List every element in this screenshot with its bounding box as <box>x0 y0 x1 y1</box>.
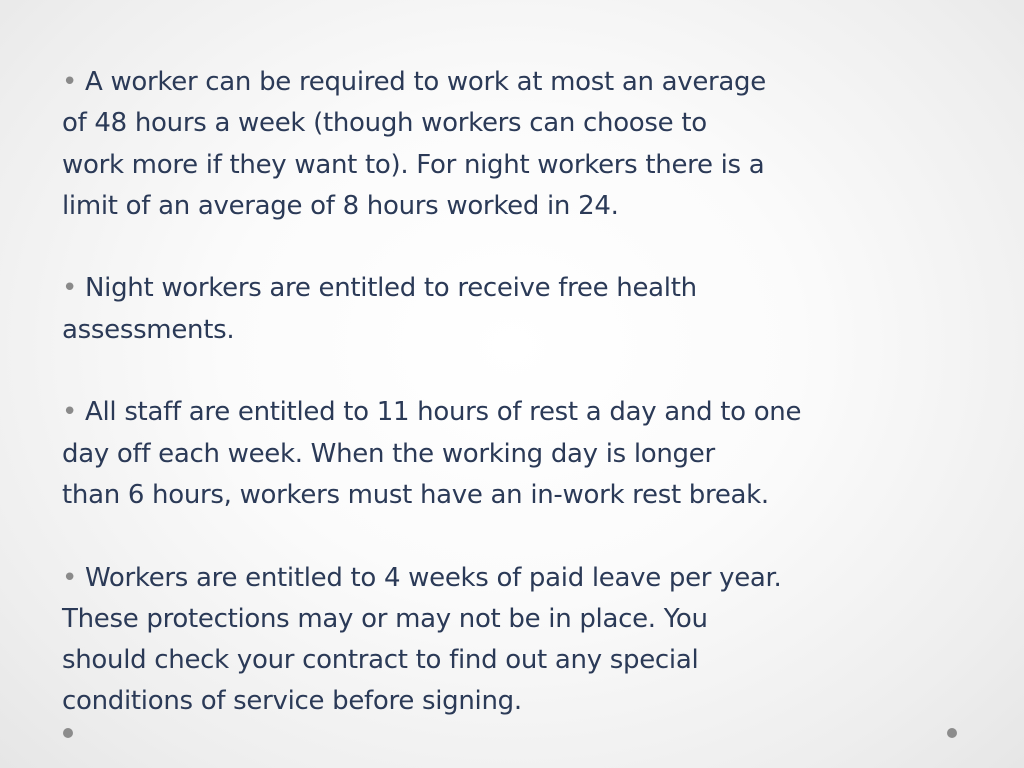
line-text: A worker can be required to work at most an average <box>85 67 766 97</box>
corner-dot-right <box>947 728 957 738</box>
slide-body <box>62 62 962 723</box>
paragraph-line: assessments. <box>62 314 235 345</box>
paragraph-line <box>62 558 962 599</box>
paragraph-line: of 48 hours a week (though workers can choose to <box>62 108 707 139</box>
line-text: All staff are entitled to 11 hours of rest a day and to one <box>85 397 802 428</box>
bullet-paragraph <box>62 558 962 723</box>
paragraph-spacer <box>62 516 962 557</box>
paragraph-line: conditions of service before signing. <box>62 686 522 717</box>
line-text: Night workers are entitled to receive free health <box>85 273 697 304</box>
bullet-paragraph <box>62 392 962 516</box>
bullet-paragraph <box>62 268 962 351</box>
paragraph-line <box>62 392 962 433</box>
bullet-marker: • <box>62 562 78 593</box>
paragraph-line: These protections may or may not be in place. You <box>62 603 708 634</box>
paragraph-spacer <box>62 351 962 392</box>
corner-dot-left <box>63 728 73 738</box>
paragraph-line: limit of an average of 8 hours worked in 24. <box>62 190 619 221</box>
line-text: Workers are entitled to 4 weeks of paid leave per year. <box>85 562 782 593</box>
paragraph-line <box>62 268 962 309</box>
paragraph-line: than 6 hours, workers must have an in-work rest break. <box>62 479 769 510</box>
bullet-paragraph <box>62 62 962 227</box>
bullet-marker: • <box>62 397 78 428</box>
paragraph-line: day off each week. When the working day is longer <box>62 438 715 469</box>
bullet-marker: • <box>62 67 78 97</box>
paragraph-line <box>62 62 962 103</box>
bullet-marker: • <box>62 273 78 304</box>
paragraph-line: work more if they want to). For night workers there is a <box>62 149 765 180</box>
paragraph-line: should check your contract to find out any special <box>62 645 699 676</box>
paragraph-spacer <box>62 227 962 268</box>
